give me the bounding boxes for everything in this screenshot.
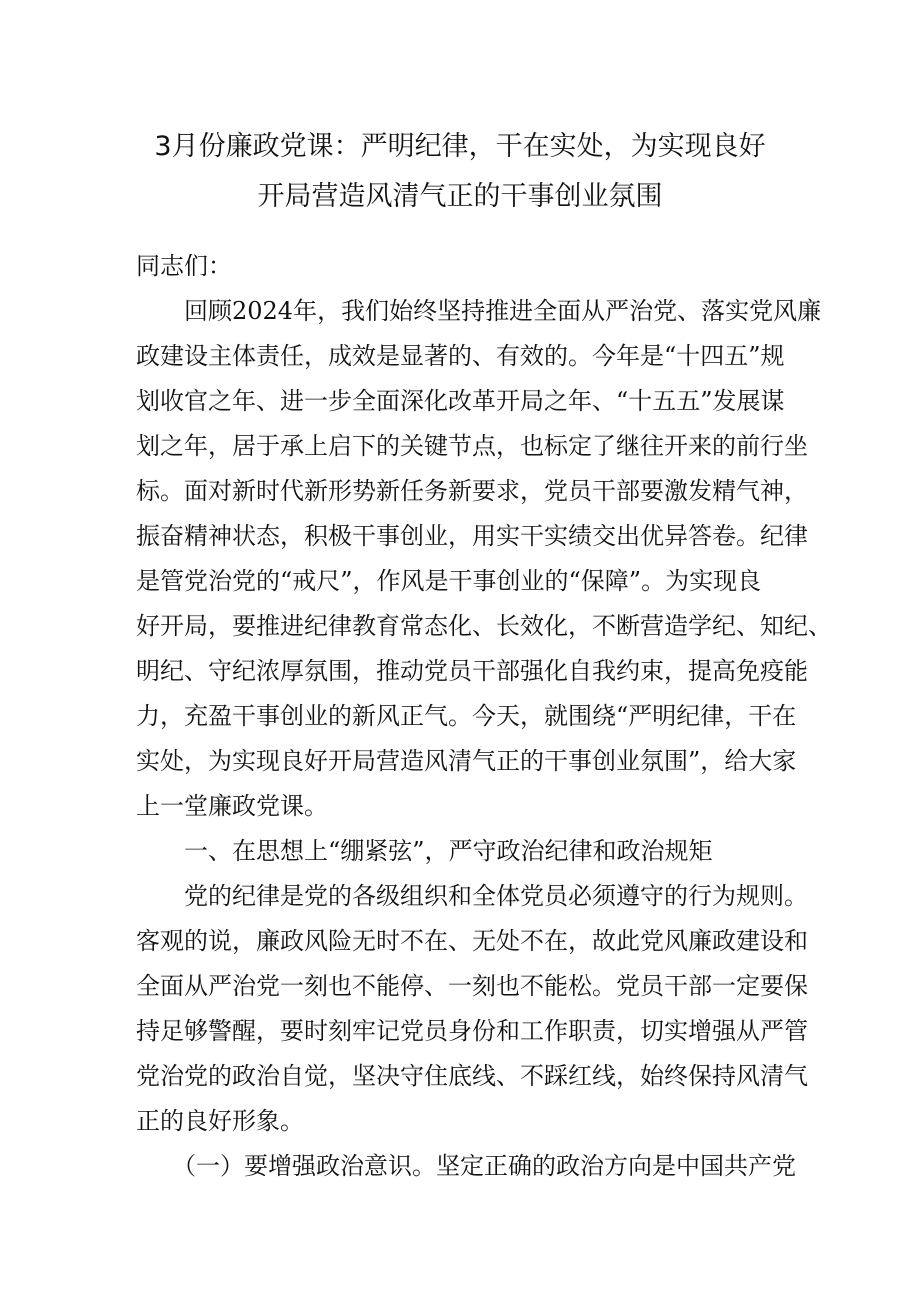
paragraph-line: 划之年，居于承上启下的关键节点，也标定了继往开来的前行坐 xyxy=(136,432,808,460)
paragraph-line: 是管党治党的“戒尺”，作风是干事创业的“保障”。为实现良 xyxy=(136,567,762,595)
paragraph-line: 振奋精神状态，积极干事创业，用实干实绩交出优异答卷。纪律 xyxy=(136,522,808,550)
paragraph-line: 持足够警醒，要时刻牢记党员身份和工作职责，切实增强从严管 xyxy=(136,1017,808,1045)
paragraph-line: 回顾2024年，我们始终坚持推进全面从严治党、落实党风廉 xyxy=(136,297,822,325)
paragraph-line: 全面从严治党一刻也不能停、一刻也不能松。党员干部一定要保 xyxy=(136,972,808,1000)
paragraph-line: 好开局，要推进纪律教育常态化、长效化，不断营造学纪、知纪、 xyxy=(136,612,832,640)
section-heading: 一、在思想上“绷紧弦”，严守政治纪律和政治规矩 xyxy=(136,837,713,865)
paragraph-line: 实处，为实现良好开局营造风清气正的干事创业氛围”，给大家 xyxy=(136,747,797,775)
document-title-line-1: 3月份廉政党课：严明纪律，干在实处，为实现良好 xyxy=(154,131,766,162)
subsection-heading: （一）要增强政治意识。坚定正确的政治方向是中国共产党 xyxy=(136,1152,796,1180)
paragraph-line: 上一堂廉政党课。 xyxy=(136,792,328,820)
paragraph-line: 明纪、守纪浓厚氛围，推动党员干部强化自我约束，提高免疫能 xyxy=(136,657,808,685)
paragraph-line: 标。面对新时代新形势新任务新要求，党员干部要激发精气神， xyxy=(136,477,808,505)
paragraph-line: 党治党的政治自觉，坚决守住底线、不踩红线，始终保持风清气 xyxy=(136,1062,808,1090)
paragraph-line: 力，充盈干事创业的新风正气。今天，就围绕“严明纪律，干在 xyxy=(136,702,797,730)
paragraph-line: 正的良好形象。 xyxy=(136,1107,304,1135)
paragraph-line: 政建设主体责任，成效是显著的、有效的。今年是“十四五”规 xyxy=(136,342,785,370)
salutation: 同志们： xyxy=(136,252,232,280)
paragraph-line: 划收官之年、进一步全面深化改革开局之年、“十五五”发展谋 xyxy=(136,387,785,415)
paragraph-line: 党的纪律是党的各级组织和全体党员必须遵守的行为规则。 xyxy=(136,882,808,910)
document-title-line-2: 开局营造风清气正的干事创业氛围 xyxy=(257,181,663,212)
paragraph-line: 客观的说，廉政风险无时不在、无处不在，故此党风廉政建设和 xyxy=(136,927,808,955)
